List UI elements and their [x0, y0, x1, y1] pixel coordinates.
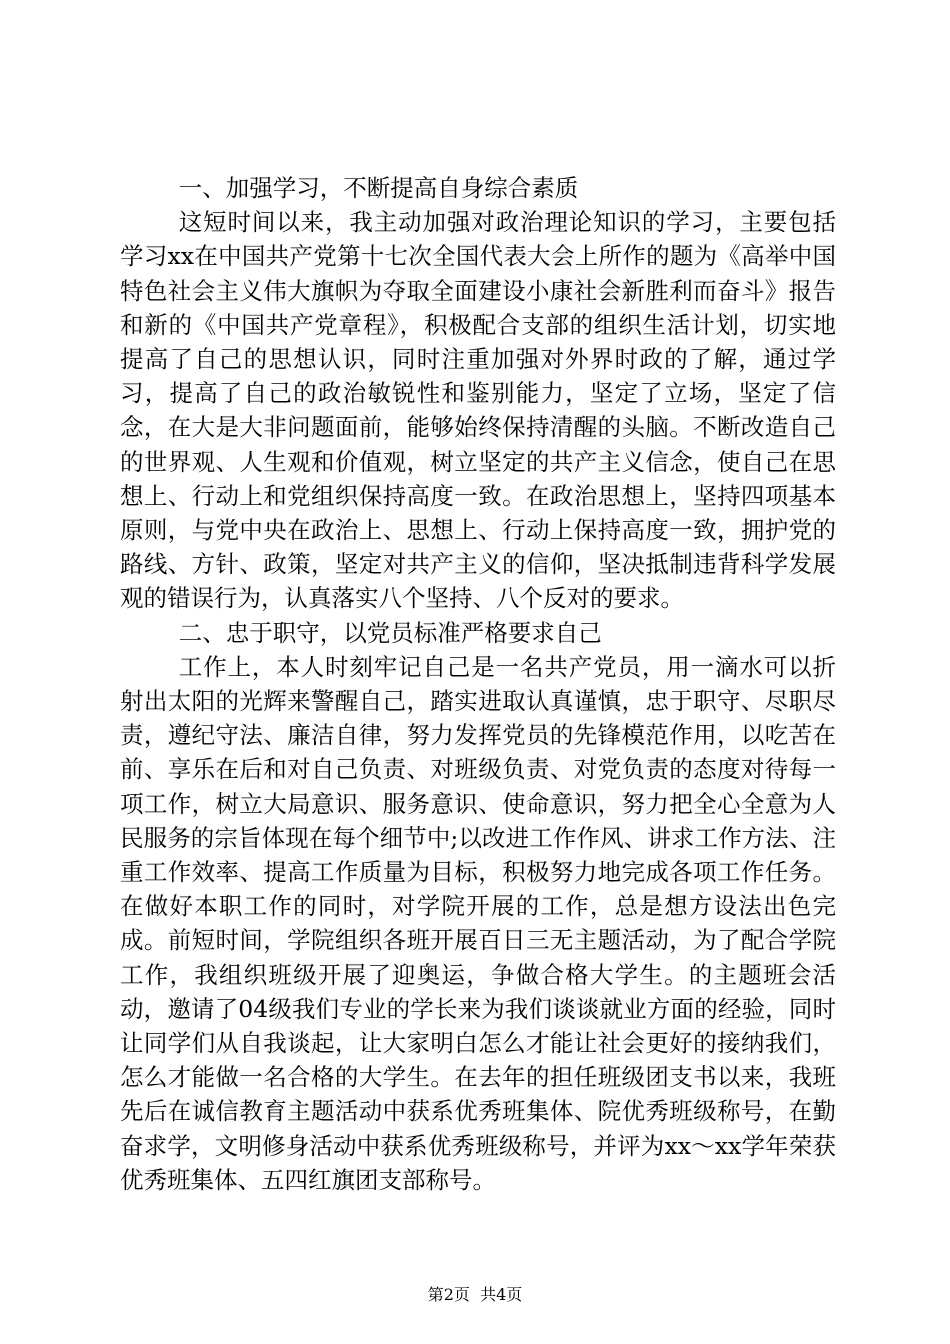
section-paragraph-2: 工作上，本人时刻牢记自己是一名共产党员，用一滴水可以折射出太阳的光辉来警醒自己，踏实进取认真谨慎，忠于职守、尽职尽责，遵纪守法、廉洁自律，努力发挥党员的先锋模范作用，以吃苦在前、享乐在后和对自己负责、对班级负责、对党负责的态度对待每一项工作，树立大局意识、服务意识、使命意识，努力把全心全意为人民服务的宗旨体现在每个细节中;以改进工作作风、讲求工作方法、注重工作效率、提高工作质量为目标，积极努力地完成各项工作任务。在做好本职工作的同时，对学院开展的工作，总是想方设法出色完成。前短时间，学院组织各班开展百日三无主题活动，为了配合学院工作，我组织班级开展了迎奥运，争做合格大学生。的主题班会活动，邀请了04级我们专业的学长来为我们谈谈就业方面的经验，同时让同学们从自我谈起，让大家明白怎么才能让社会更好的接纳我们，怎么才能做一名合格的大学生。在去年的担任班级团支书以来，我班先后在诚信教育主题活动中获系优秀班集体、院优秀班级称号，在勤奋求学，文明修身活动中获系优秀班级称号，并评为xx～xx学年荣获优秀班集体、五四红旗团支部称号。 — [120, 652, 836, 1194]
section-heading-2: 二、忠于职守，以党员标准严格要求自己 — [178, 618, 602, 647]
section-paragraph-1: 这短时间以来，我主动加强对政治理论知识的学习，主要包括学习xx在中国共产党第十七次全国代表大会上所作的题为《高举中国特色社会主义伟大旗帜为夺取全面建设小康社会新胜利而奋斗》报告和新的《中国共产党章程》，积极配合支部的组织生活计划，切实地提高了自己的思想认识，同时注重加强对外界时政的了解，通过学习，提高了自己的政治敏锐性和鉴别能力，坚定了立场，坚定了信念，在大是大非问题面前，能够始终保持清醒的头脑。不断改造自己的世界观、人生观和价值观，树立坚定的共产主义信念，使自己在思想上、行动上和党组织保持高度一致。在政治思想上，坚持四项基本原则，与党中央在政治上、思想上、行动上保持高度一致，拥护党的路线、方针、政策，坚定对共产主义的信仰，坚决抵制违背科学发展观的错误行为，认真落实八个坚持、八个反对的要求。 — [120, 208, 836, 613]
page-number: 第2页 — [427, 1285, 470, 1304]
page-footer — [0, 1285, 950, 1305]
footer-spacer — [470, 1285, 480, 1304]
section-heading-1: 一、加强学习，不断提高自身综合素质 — [178, 174, 579, 202]
document-body — [120, 171, 836, 1197]
page-total: 共4页 — [480, 1285, 523, 1304]
